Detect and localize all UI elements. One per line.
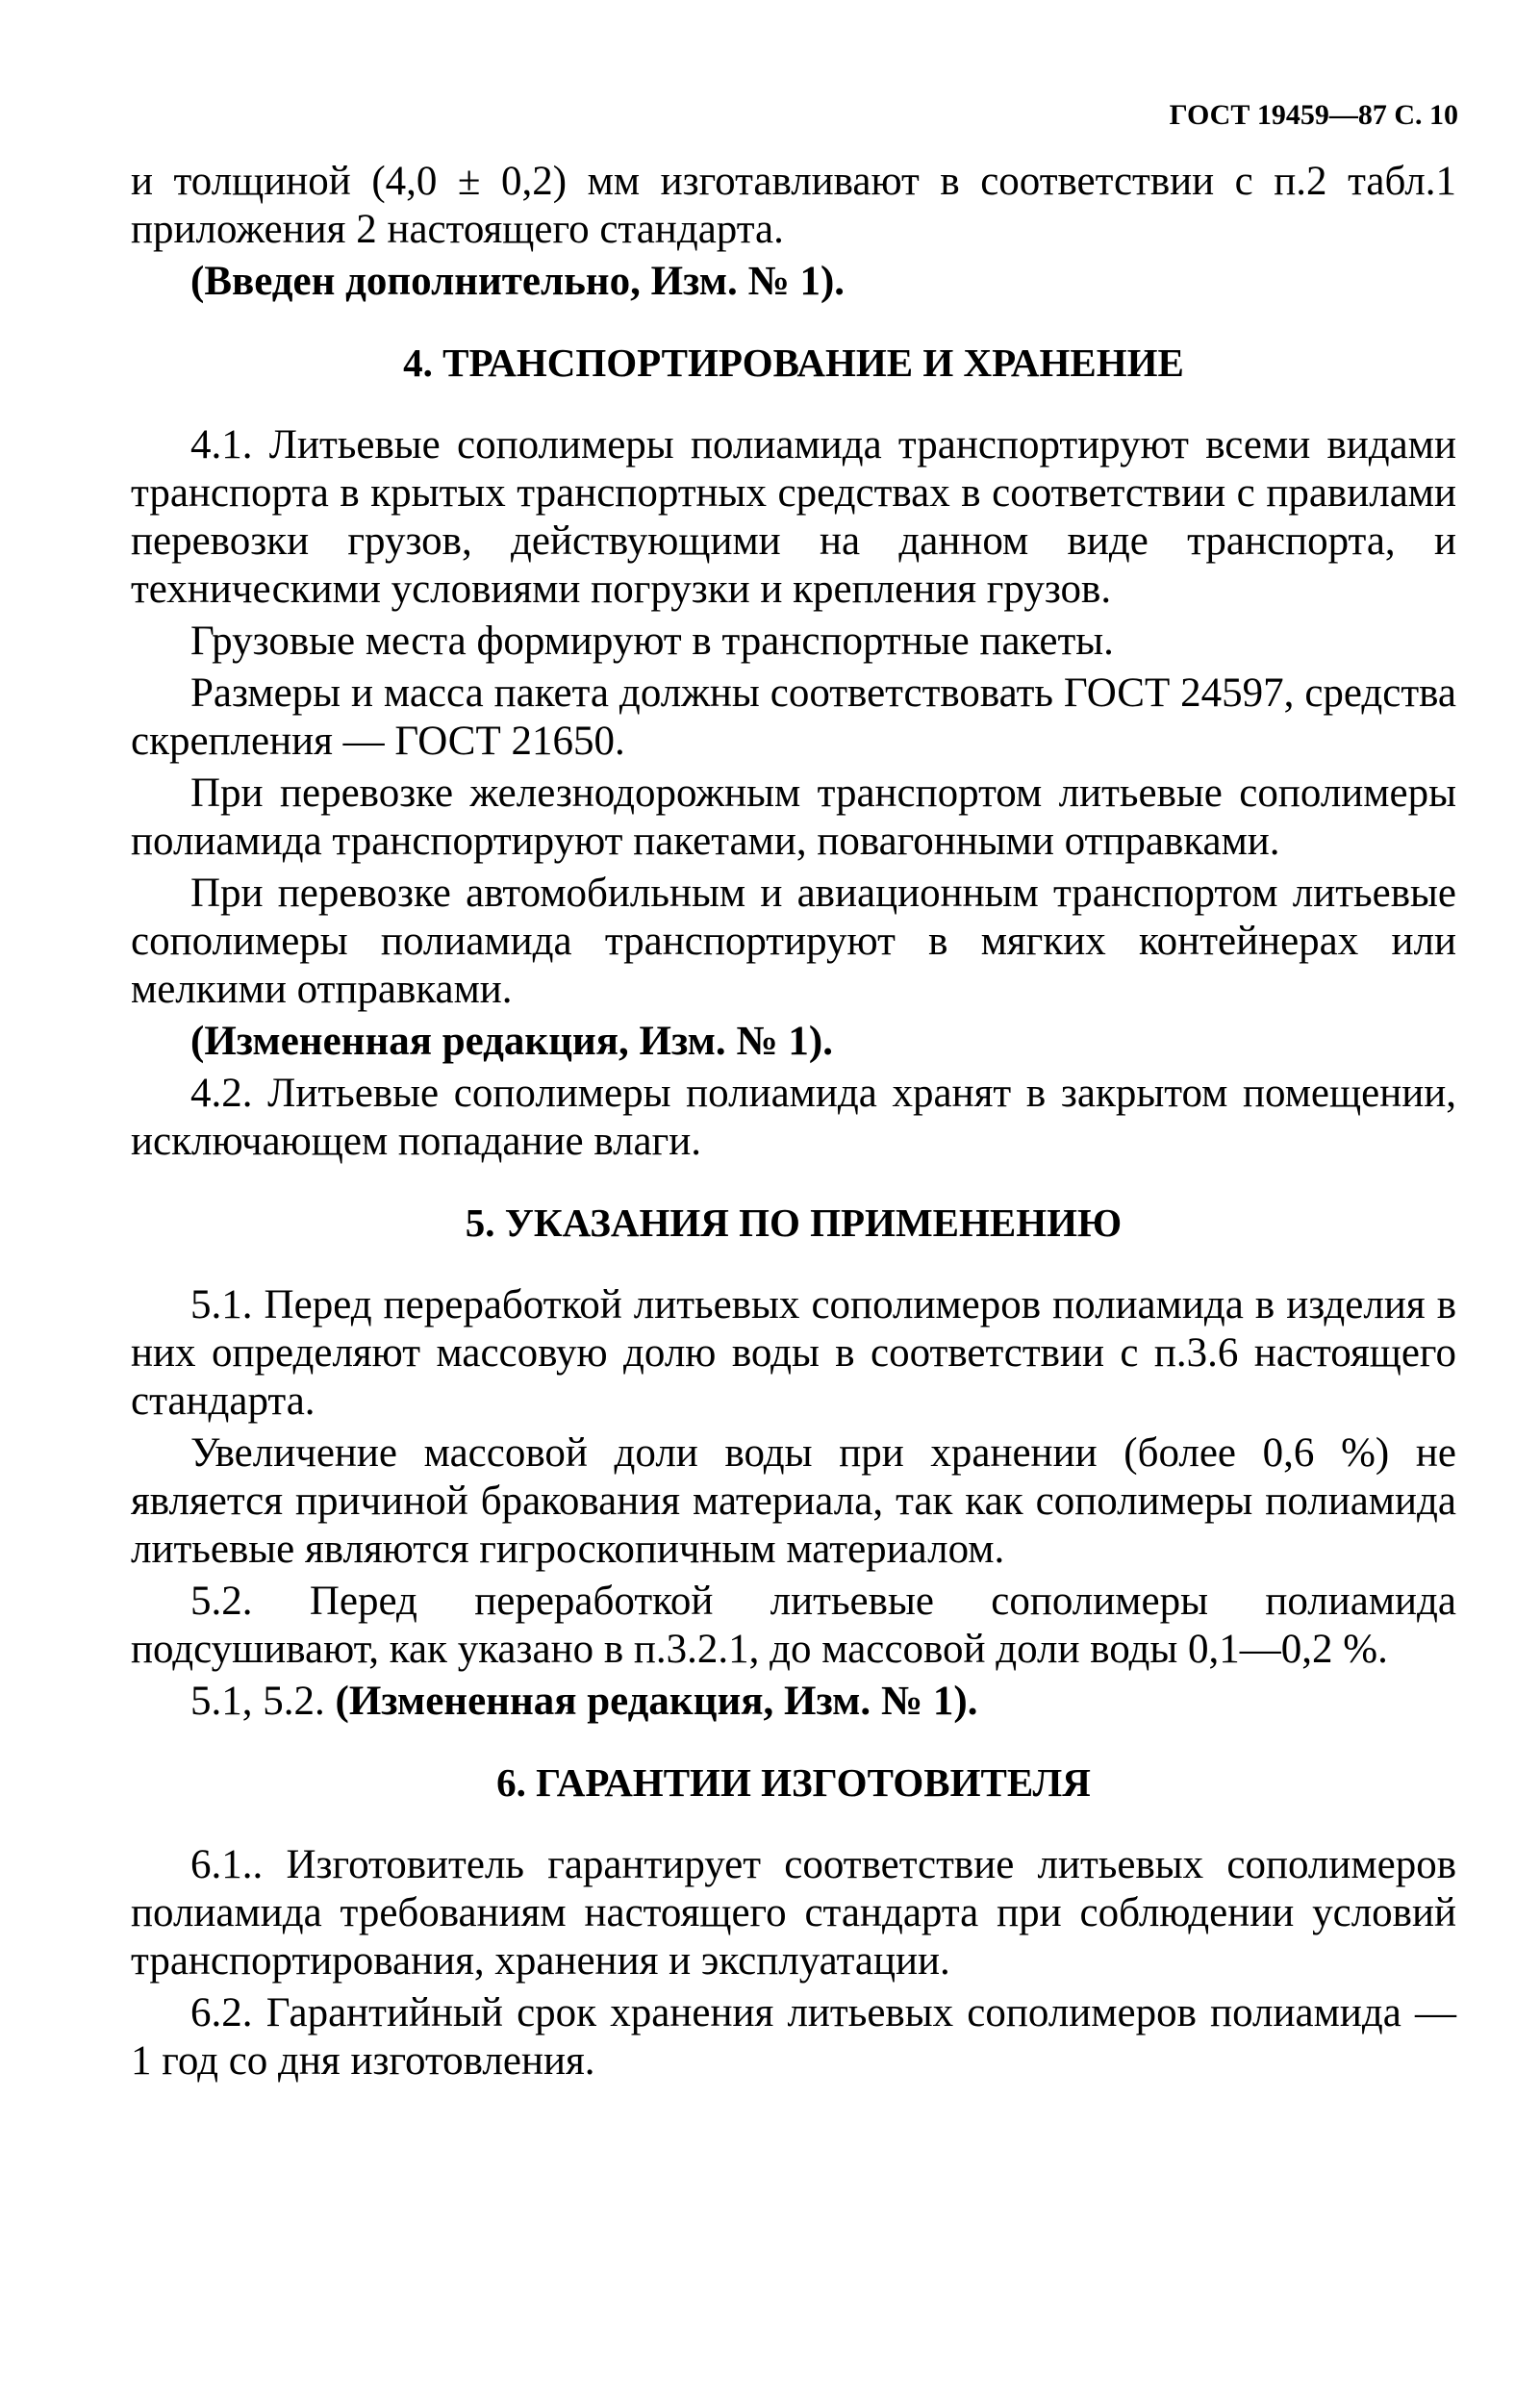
section-title: 4. ТРАНСПОРТИРОВАНИЕ И ХРАНЕНИЕ — [403, 341, 1184, 385]
paragraph: 6.2. Гарантийный срок хранения литьевых сополимеров полиамида — 1 год со дня изготовления. — [131, 1990, 1456, 2084]
paragraph: При перевозке автомобильным и авиационным транспортом литьевые сополимеры полиамида транспортируют в мягких контейнерах или мелкими отправками. — [131, 871, 1456, 1012]
section-title: 6. ГАРАНТИИ ИЗГОТОВИТЕЛЯ — [496, 1760, 1091, 1805]
amendment-note: (Измененная редакция, Изм. № 1). — [190, 1019, 833, 1064]
paragraph — [131, 1678, 1456, 1726]
amendment-note: (Введен дополнительно, Изм. № 1). — [190, 259, 846, 304]
paragraph: и толщиной (4,0 ± 0,2) мм изготавливают в соответствии с п.2 табл.1 приложения 2 настоящего стандарта. — [131, 159, 1456, 252]
paragraph: При перевозке железнодорожным транспортом литьевые сополимеры полиамида транспортируют пакетами, повагонными отправками. — [131, 771, 1456, 864]
clause-reference: 5.1, 5.2. — [190, 1679, 336, 1724]
paragraph: 5.1. Перед переработкой литьевых сополимеров полиамида в изделия в них определяют массовую долю воды в соответствии с п.3.6 настоящего стандарта. — [131, 1282, 1456, 1424]
paragraph: Размеры и масса пакета должны соответствовать ГОСТ 24597, средства скрепления — ГОСТ 21650. — [131, 670, 1456, 764]
paragraph: Увеличение массовой доли воды при хранении (более 0,6 %) не является причиной бракования материала, так как сополимеры полиамида литьевые являются гигроскопичным материалом. — [131, 1430, 1456, 1572]
paragraph: 6.1.. Изготовитель гарантирует соответствие литьевых сополимеров полиамида требованиям настоящего стандарта при соблюдении условий транспортирования, хранения и эксплуатации. — [131, 1842, 1456, 1984]
paragraph: Грузовые места формируют в транспортные пакеты. — [190, 619, 1114, 664]
section-title: 5. УКАЗАНИЯ ПО ПРИМЕНЕНИЮ — [465, 1201, 1123, 1245]
paragraph: 5.2. Перед переработкой литьевые сополимеры полиамида подсушивают, как указано в п.3.2.1, до массовой доли воды 0,1—0,2 %. — [131, 1579, 1456, 1672]
paragraph: 4.1. Литьевые сополимеры полиамида транспортируют всеми видами транспорта в крытых транспортных средствах в соответствии с правилами перевозки грузов, действующими на данном виде транспорта, и техническими условиями погрузки и крепления грузов. — [131, 422, 1456, 612]
document-page — [131, 94, 1456, 2089]
paragraph: 4.2. Литьевые сополимеры полиамида хранят в закрытом помещении, исключающем попадание влаги. — [131, 1071, 1456, 1164]
page-header: ГОСТ 19459—87 С. 10 — [1169, 99, 1458, 131]
amendment-note: (Измененная редакция, Изм. № 1). — [335, 1679, 978, 1724]
